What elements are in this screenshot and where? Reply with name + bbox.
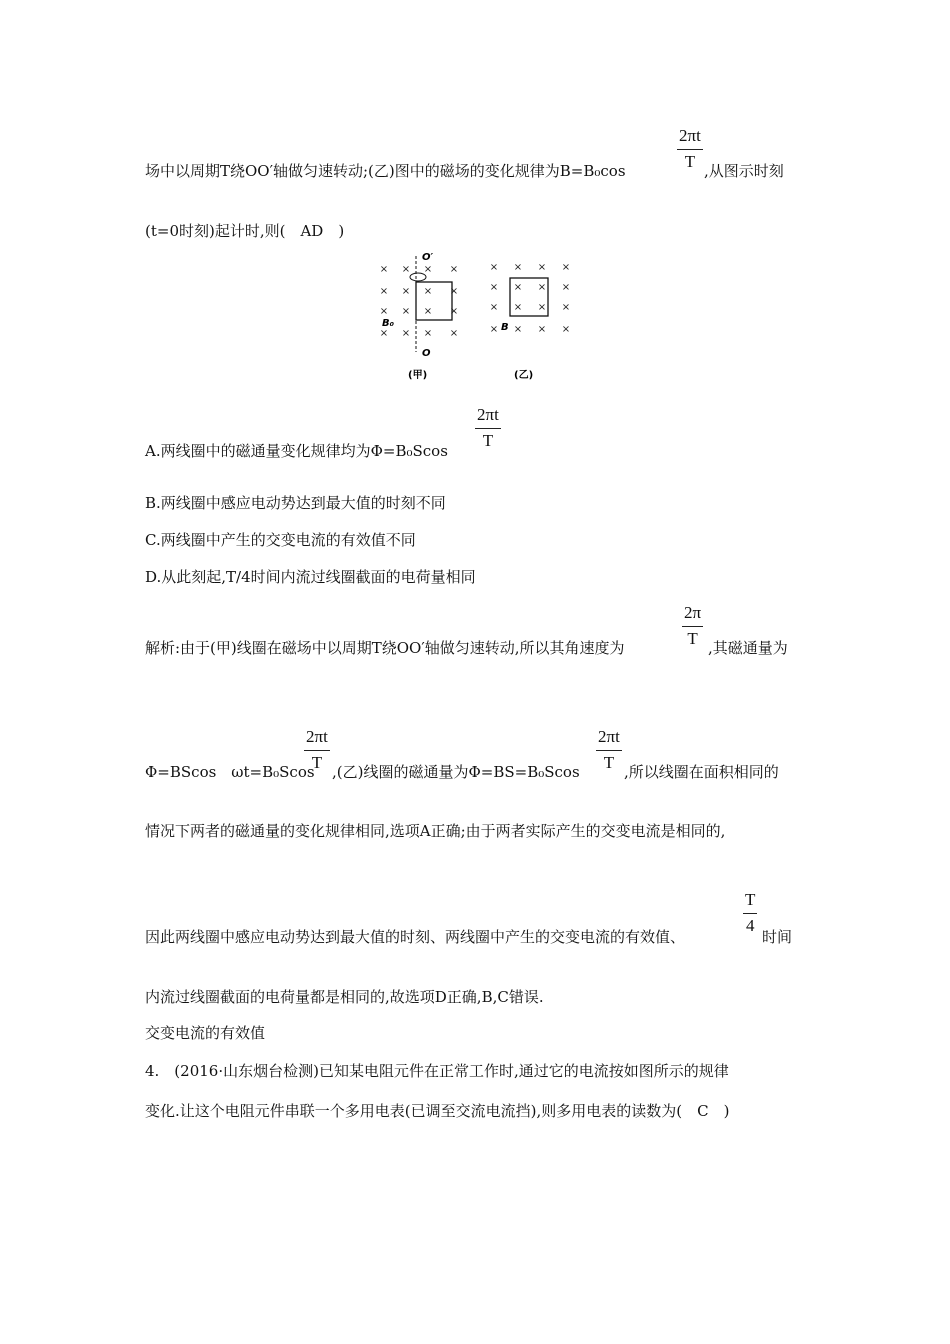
rotation-arrow-icon [410,273,426,281]
solution-line-4: 因此两线圈中感应电动势达到最大值的时刻、两线圈中产生的交变电流的有效值、 [145,928,686,946]
svg-text:×: × [379,264,389,275]
svg-text:×: × [489,324,499,335]
svg-text:×: × [561,324,571,335]
svg-text:×: × [401,306,411,317]
solution-line-2a: Φ=BScos ωt=B₀Scos [145,763,315,781]
axis-label-bottom: O [422,348,431,359]
svg-text:×: × [401,264,411,275]
text-segment: 场中以周期T绕OO′轴做匀速转动;(乙)图中的磁场的变化规律为B=B₀cos [145,162,626,180]
svg-text:×: × [513,324,523,335]
text-line-1 [145,160,626,181]
fraction-2pi-T: $\frac{2\pi}{T}$ [684,603,702,648]
fraction-2pit-T: $\frac{2\pi t}{T}$ [598,727,620,772]
svg-text:×: × [423,286,433,297]
solution-line-1-tail: ,其磁通量为 [708,639,788,657]
coil-jia [416,282,452,320]
svg-text:×: × [489,262,499,273]
magnetic-field-figure [370,248,590,388]
caption-jia: (甲) [408,370,428,381]
section-heading: 交变电流的有效值 [145,1024,266,1042]
solution-line-2b: ,(乙)线圈的磁通量为Φ=BS=B₀Scos [332,763,580,781]
option-b: B.两线圈中感应电动势达到最大值的时刻不同 [145,494,446,512]
option-a: A.两线圈中的磁通量变化规律均为Φ=B₀Scos [145,442,448,460]
solution-line-5: 内流过线圈截面的电荷量都是相同的,故选项D正确,B,C错误. [145,988,544,1006]
svg-text:×: × [449,286,459,297]
solution-line-3: 情况下两者的磁通量的变化规律相同,选项A正确;由于两者实际产生的交变电流是相同的, [145,822,726,840]
svg-text:×: × [379,328,389,339]
svg-text:×: × [449,306,459,317]
fraction-2pit-T: $\frac{2\pi t}{T}$ [306,727,328,772]
svg-text:×: × [423,306,433,317]
svg-text:×: × [423,328,433,339]
svg-text:×: × [537,282,547,293]
field-label-b0: B₀ [382,318,395,329]
caption-yi: (乙) [514,370,534,381]
question-4-line-2: 变化.让这个电阻元件串联一个多用电表(已调至交流电流挡),则多用电表的读数为( C ) [145,1102,730,1120]
svg-text:×: × [449,328,459,339]
solution-line-1: 解析:由于(甲)线圈在磁场中以周期T绕OO′轴做匀速转动,所以其角速度为 [145,639,625,657]
svg-text:×: × [513,262,523,273]
svg-text:×: × [449,264,459,275]
svg-text:×: × [513,282,523,293]
svg-text:×: × [401,328,411,339]
svg-text:×: × [561,282,571,293]
svg-text:×: × [489,282,499,293]
axis-label-top: O′ [422,252,434,263]
text-line-2: (t=0时刻)起计时,则( AD ) [145,222,345,240]
svg-text:×: × [537,302,547,313]
svg-text:×: × [423,264,433,275]
option-c: C.两线圈中产生的交变电流的有效值不同 [145,531,416,549]
solution-line-4-tail: 时间 [762,928,793,946]
svg-text:×: × [513,302,523,313]
svg-text:×: × [537,262,547,273]
svg-text:×: × [401,286,411,297]
field-label-b: B [501,322,509,333]
svg-text:×: × [561,262,571,273]
fraction-2pit-T: $\frac{2\pi t}{T}$ [477,405,499,450]
fraction-2pit-T: $\frac{2\pi t}{T}$ [679,126,701,171]
svg-text:×: × [379,286,389,297]
option-d: D.从此刻起,T/4时间内流过线圈截面的电荷量相同 [145,568,476,586]
solution-line-2c: ,所以线圈在面积相同的 [624,763,779,781]
svg-text:×: × [561,302,571,313]
svg-text:×: × [537,324,547,335]
text-line-1-tail: ,从图示时刻 [704,162,784,180]
svg-text:×: × [379,306,389,317]
fraction-T-4: $\frac{T}{4}$ [745,890,756,935]
svg-text:×: × [489,302,499,313]
question-4-line-1: 4. (2016·山东烟台检测)已知某电阻元件在正常工作时,通过它的电流按如图所示的规律 [145,1062,729,1080]
